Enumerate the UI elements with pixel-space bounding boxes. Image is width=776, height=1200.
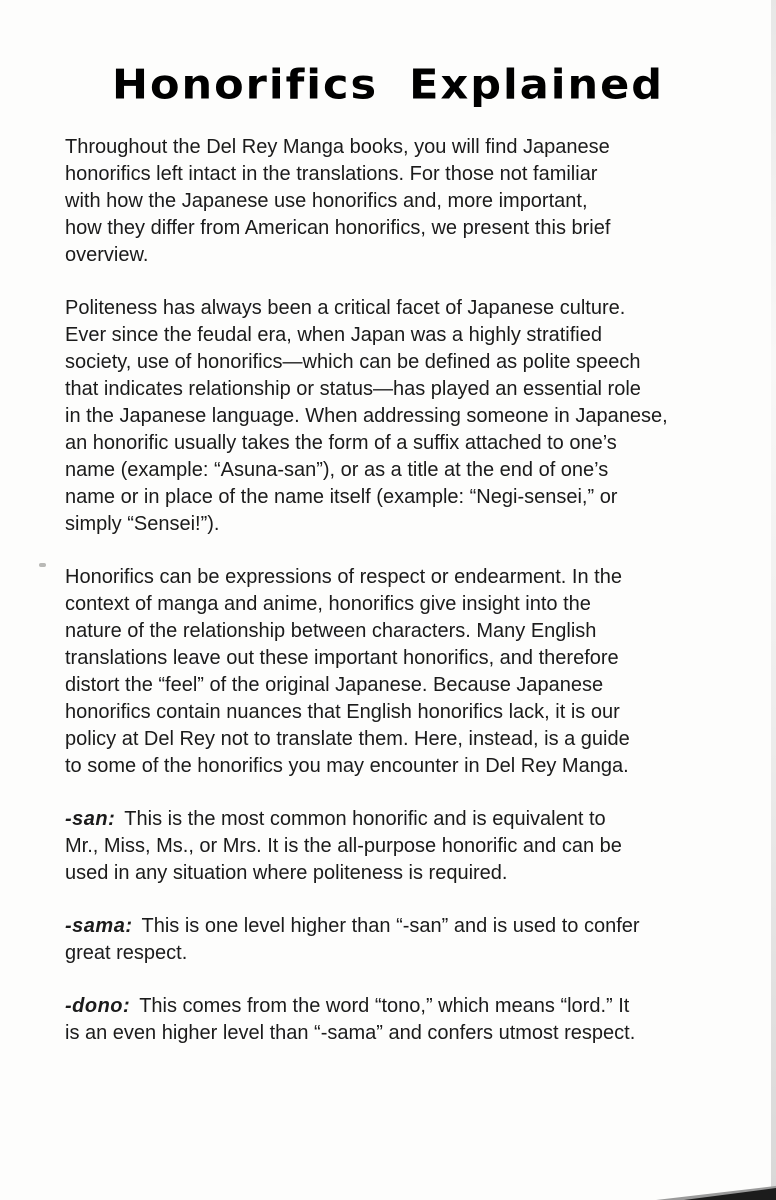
text-line: distort the “feel” of the original Japanese. Because Japanese xyxy=(65,674,604,696)
entry-text: This is the most common honorific and is equivalent to xyxy=(124,808,606,830)
text-line: Politeness has always been a critical facet of Japanese culture. xyxy=(65,297,626,319)
text-line: Throughout the Del Rey Manga books, you will find Japanese xyxy=(65,136,610,158)
text-line: how they differ from American honorifics, we present this brief xyxy=(65,217,611,239)
text-line: to some of the honorifics you may encounter in Del Rey Manga. xyxy=(65,755,629,777)
text-line: that indicates relationship or status—has played an essential role xyxy=(65,378,641,400)
entry-text: This comes from the word “tono,” which means “lord.” It xyxy=(139,995,630,1017)
text-line xyxy=(65,993,726,1020)
text-line: an honorific usually takes the form of a suffix attached to one’s xyxy=(65,432,617,454)
text-line: name or in place of the name itself (example: “Negi-sensei,” or xyxy=(65,486,618,508)
honorific-term-san: -san: xyxy=(65,808,116,830)
honorific-term-sama: -sama: xyxy=(65,915,133,937)
text-line: Mr., Miss, Ms., or Mrs. It is the all-purpose honorific and can be xyxy=(65,835,622,857)
text-line: used in any situation where politeness is required. xyxy=(65,862,508,884)
text-line: simply “Sensei!”). xyxy=(65,513,220,535)
text-line: honorifics left intact in the translations. For those not familiar xyxy=(65,163,598,185)
expressions-paragraph xyxy=(65,564,726,780)
text-line: great respect. xyxy=(65,942,188,964)
page-content xyxy=(65,134,726,1047)
intro-paragraph-1 xyxy=(65,134,726,269)
text-line: Ever since the feudal era, when Japan was a highly stratified xyxy=(65,324,602,346)
text-line: in the Japanese language. When addressing someone in Japanese, xyxy=(65,405,668,427)
text-line: honorifics contain nuances that English honorifics lack, it is our xyxy=(65,701,620,723)
page-title: Honorifics Explained xyxy=(111,61,665,109)
text-line: policy at Del Rey not to translate them. Here, instead, is a guide xyxy=(65,728,630,750)
scan-edge-smudge xyxy=(771,0,776,1200)
scan-speck xyxy=(39,563,46,567)
text-line: Honorifics can be expressions of respect or endearment. In the xyxy=(65,566,622,588)
text-line: name (example: “Asuna-san”), or as a title at the end of one’s xyxy=(65,459,609,481)
text-line: is an even higher level than “-sama” and confers utmost respect. xyxy=(65,1022,636,1044)
text-line: with how the Japanese use honorifics and, more important, xyxy=(65,190,588,212)
honorific-term-dono: -dono: xyxy=(65,995,131,1017)
text-line xyxy=(65,806,726,833)
honorific-entry-sama xyxy=(65,913,726,967)
politeness-paragraph xyxy=(65,295,726,538)
entry-text: This is one level higher than “-san” and is used to confer xyxy=(141,915,640,937)
honorific-entry-dono xyxy=(65,993,726,1047)
text-line: nature of the relationship between characters. Many English xyxy=(65,620,597,642)
honorific-entry-san xyxy=(65,806,726,887)
text-line: society, use of honorifics—which can be defined as polite speech xyxy=(65,351,641,373)
text-line: translations leave out these important honorifics, and therefore xyxy=(65,647,619,669)
text-line: overview. xyxy=(65,244,149,266)
text-line: context of manga and anime, honorifics give insight into the xyxy=(65,593,591,615)
text-line xyxy=(65,913,726,940)
